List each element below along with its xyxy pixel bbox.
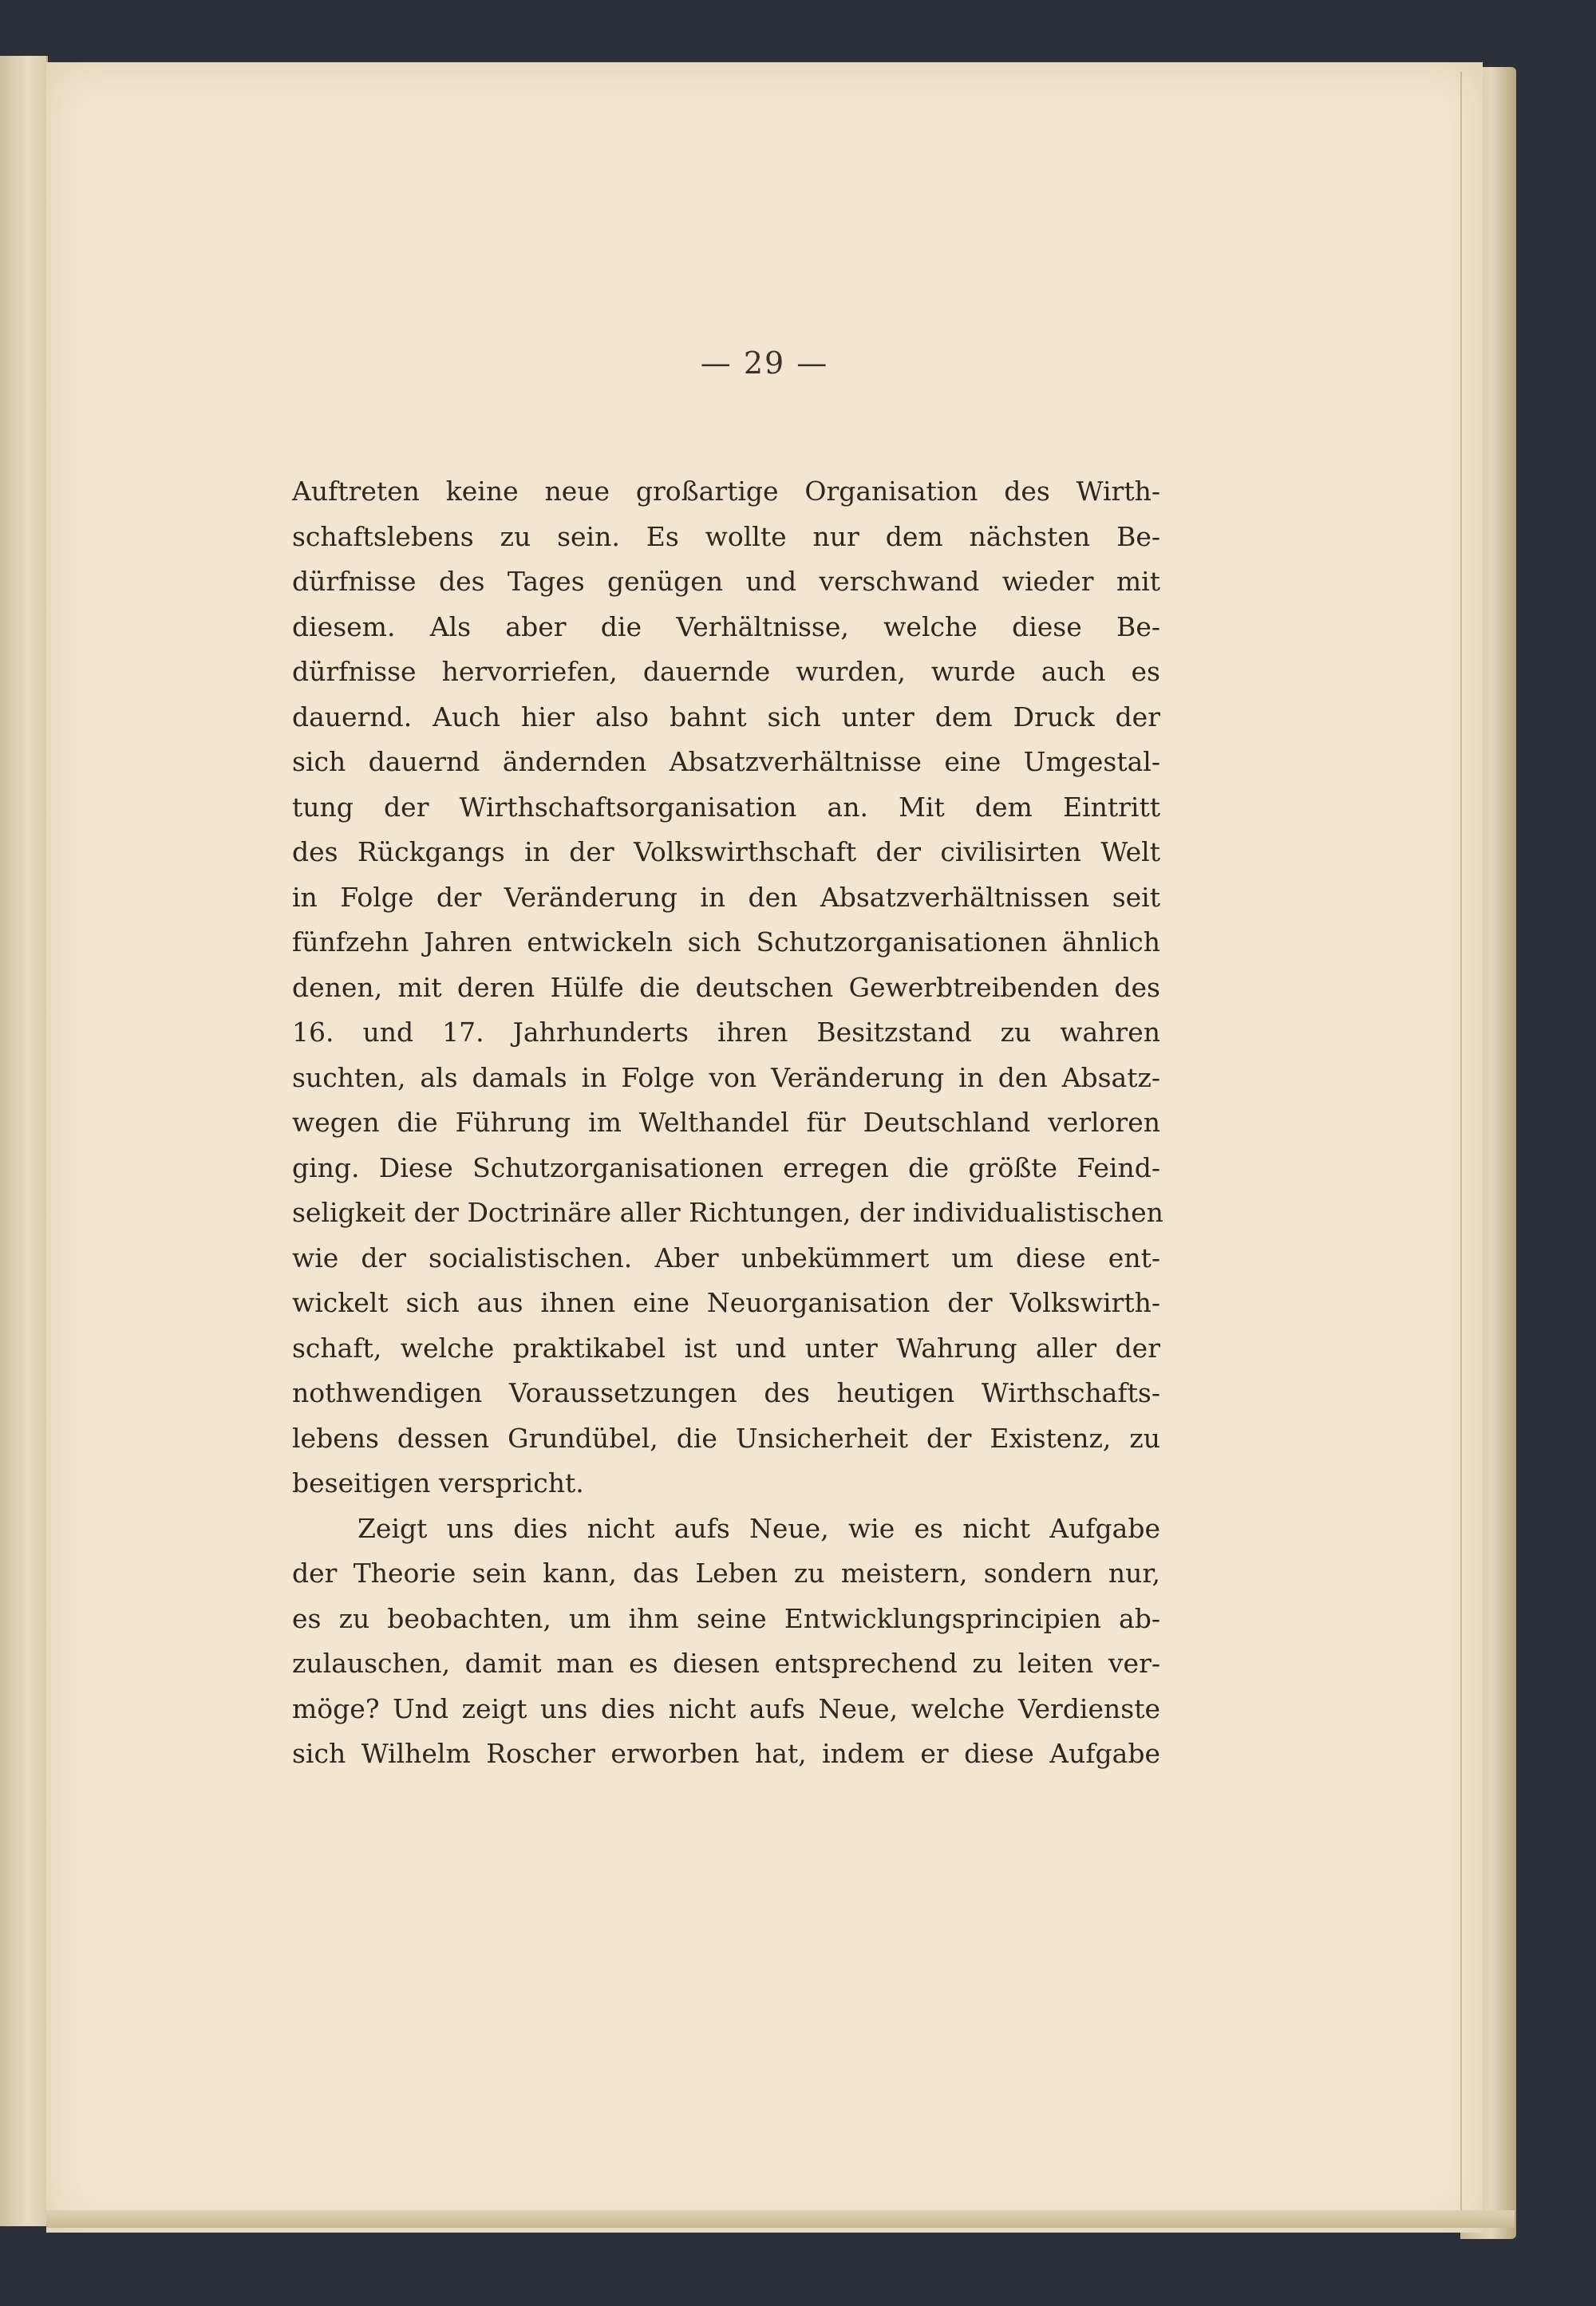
text-line: beseitigen verspricht.	[292, 1467, 584, 1499]
text-line: seligkeit der Doctrinäre aller Richtungen, der individualistischen	[292, 1197, 1163, 1228]
text-line: diesem. Als aber die Verhältnisse, welche diese Be-	[292, 610, 1160, 642]
text-line: schaftslebens zu sein. Es wollte nur dem nächsten Be-	[292, 520, 1160, 552]
text-line: wegen die Führung im Welthandel für Deutschland verloren	[292, 1107, 1160, 1138]
text-line: Zeigt uns dies nicht aufs Neue, wie es nicht Aufgabe	[358, 1512, 1160, 1544]
text-line: dürfnisse des Tages genügen und verschwand wieder mit	[292, 566, 1160, 597]
text-line: suchten, als damals in Folge von Veränderung in den Absatz-	[292, 1061, 1160, 1093]
text-line: sich Wilhelm Roscher erworben hat, indem er diese Aufgabe	[292, 1738, 1160, 1769]
previous-page-edge	[0, 56, 48, 2226]
text-line: schaft, welche praktikabel ist und unter Wahrung aller der	[292, 1332, 1160, 1364]
book-page	[46, 62, 1483, 2233]
text-line: tung der Wirthschaftsorganisation an. Mit dem Eintritt	[292, 791, 1160, 823]
text-line: 16. und 17. Jahrhunderts ihren Besitzstand zu wahren	[292, 1017, 1160, 1048]
text-line: des Rückgangs in der Volkswirthschaft der civilisirten Welt	[292, 836, 1160, 867]
text-line: wickelt sich aus ihnen eine Neuorganisation der Volkswirth-	[292, 1287, 1160, 1318]
body-text	[292, 469, 1163, 1777]
text-line: fünfzehn Jahren entwickeln sich Schutzorganisationen ähnlich	[292, 926, 1160, 958]
page-number: — 29 —	[700, 346, 829, 381]
page-bottom-edge	[46, 2210, 1515, 2228]
text-line: dauernd. Auch hier also bahnt sich unter dem Druck der	[292, 701, 1160, 732]
text-line: möge? Und zeigt uns dies nicht aufs Neue, welche Verdienste	[292, 1692, 1160, 1724]
text-line: ging. Diese Schutzorganisationen erregen die größte Feind-	[292, 1151, 1160, 1183]
text-line: sich dauernd ändernden Absatzverhältnisse eine Umgestal-	[292, 746, 1160, 777]
text-line: nothwendigen Voraussetzungen des heutigen Wirthschafts-	[292, 1377, 1160, 1408]
text-line: zulauschen, damit man es diesen entsprechend zu leiten ver-	[292, 1648, 1160, 1679]
text-line: dürfnisse hervorriefen, dauernde wurden, wurde auch es	[292, 656, 1160, 687]
text-line: Auftreten keine neue großartige Organisation des Wirth-	[292, 476, 1160, 507]
text-line: denen, mit deren Hülfe die deutschen Gewerbtreibenden des	[292, 971, 1160, 1003]
text-line: wie der socialistischen. Aber unbekümmert um diese ent-	[292, 1242, 1160, 1273]
page-fold-line	[1460, 72, 1472, 2226]
text-line: lebens dessen Grundübel, die Unsicherheit der Existenz, zu	[292, 1422, 1160, 1454]
text-line: der Theorie sein kann, das Leben zu meistern, sondern nur,	[292, 1558, 1160, 1589]
text-line: in Folge der Veränderung in den Absatzverhältnissen seit	[292, 881, 1160, 913]
text-line: es zu beobachten, um ihm seine Entwicklungsprincipien ab-	[292, 1602, 1160, 1634]
